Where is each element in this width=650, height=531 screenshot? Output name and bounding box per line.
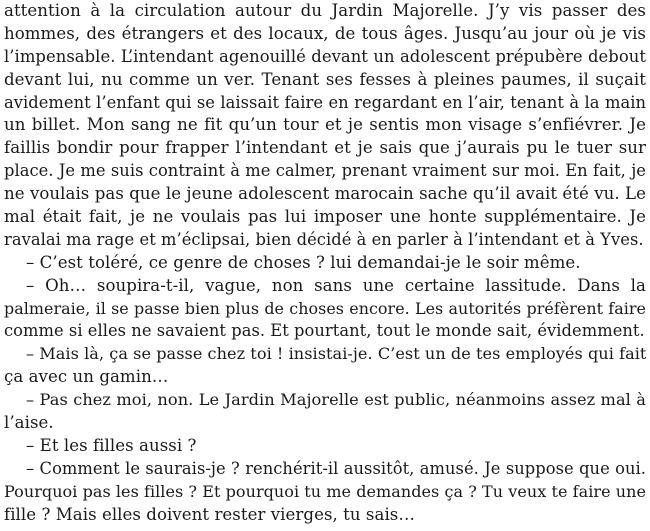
text-line-4: devant lui, nu comme un ver. Tenant ses fesses à pleines paumes, il suçait [4,69,646,89]
document-page [4,0,646,526]
text-line-8: place. Je me suis contraint à me calmer, prenant vraiment sur moi. En fait, je [4,161,646,181]
text-line-10: mal était fait, je ne voulais pas lui imposer une honte supplémentaire. Je [4,207,646,227]
text-line-21: – Comment le saurais-je ? renchérit-il aussitôt, amusé. Je suppose que oui. [26,458,646,478]
text-line-16: – Mais là, ça se passe chez toi ! insistai-je. C’est un de tes employés qui fait [26,344,646,364]
text-line-15: comme si elles ne savaient pas. Et pourtant, tout le monde sait, évidemment. [4,321,645,341]
text-line-18: – Pas chez moi, non. Le Jardin Majorelle est public, néanmoins assez mal à [26,390,646,410]
text-line-12: – C’est toléré, ce genre de choses ? lui demandai-je le soir même. [26,252,581,272]
text-line-6: un billet. Mon sang ne fit qu’un tour et je sentis mon visage s’enfiévrer. Je [4,115,646,135]
text-line-14: palmeraie, il se passe bien plus de choses encore. Les autorités préfèrent faire [4,298,646,318]
text-line-11: ravalai ma rage et m’éclipsai, bien décidé à en parler à l’intendant et à Yves. [4,229,644,249]
text-line-3: l’impensable. L’intendant agenouillé devant un adolescent prépubère debout [4,46,646,66]
text-line-19: l’aise. [4,413,54,433]
text-line-23: fille ? Mais elles doivent rester vierges, tu sais… [4,504,416,524]
text-line-9: ne voulais pas que le jeune adolescent marocain sache qu’il avait été vu. Le [4,184,646,204]
text-line-1: attention à la circulation autour du Jardin Majorelle. J’y vis passer des [4,1,646,20]
text-line-20: – Et les filles aussi ? [26,435,197,455]
text-line-17: ça avec un gamin… [4,367,169,387]
text-line-2: hommes, des étrangers et des locaux, de tous âges. Jusqu’au jour où je vis [4,23,646,43]
text-line-7: faillis bondir pour frapper l’intendant et je sais que j’aurais pu le tuer sur [4,138,646,158]
text-line-5: avidement l’enfant qui se laissait faire en regardant en l’air, tenant à la main [4,92,646,112]
text-line-22: Pourquoi pas les filles ? Et pourquoi tu me demandes ça ? Tu veux te faire une [4,481,646,501]
text-line-13: – Oh… soupira-t-il, vague, non sans une certaine lassitude. Dans la [26,275,646,295]
